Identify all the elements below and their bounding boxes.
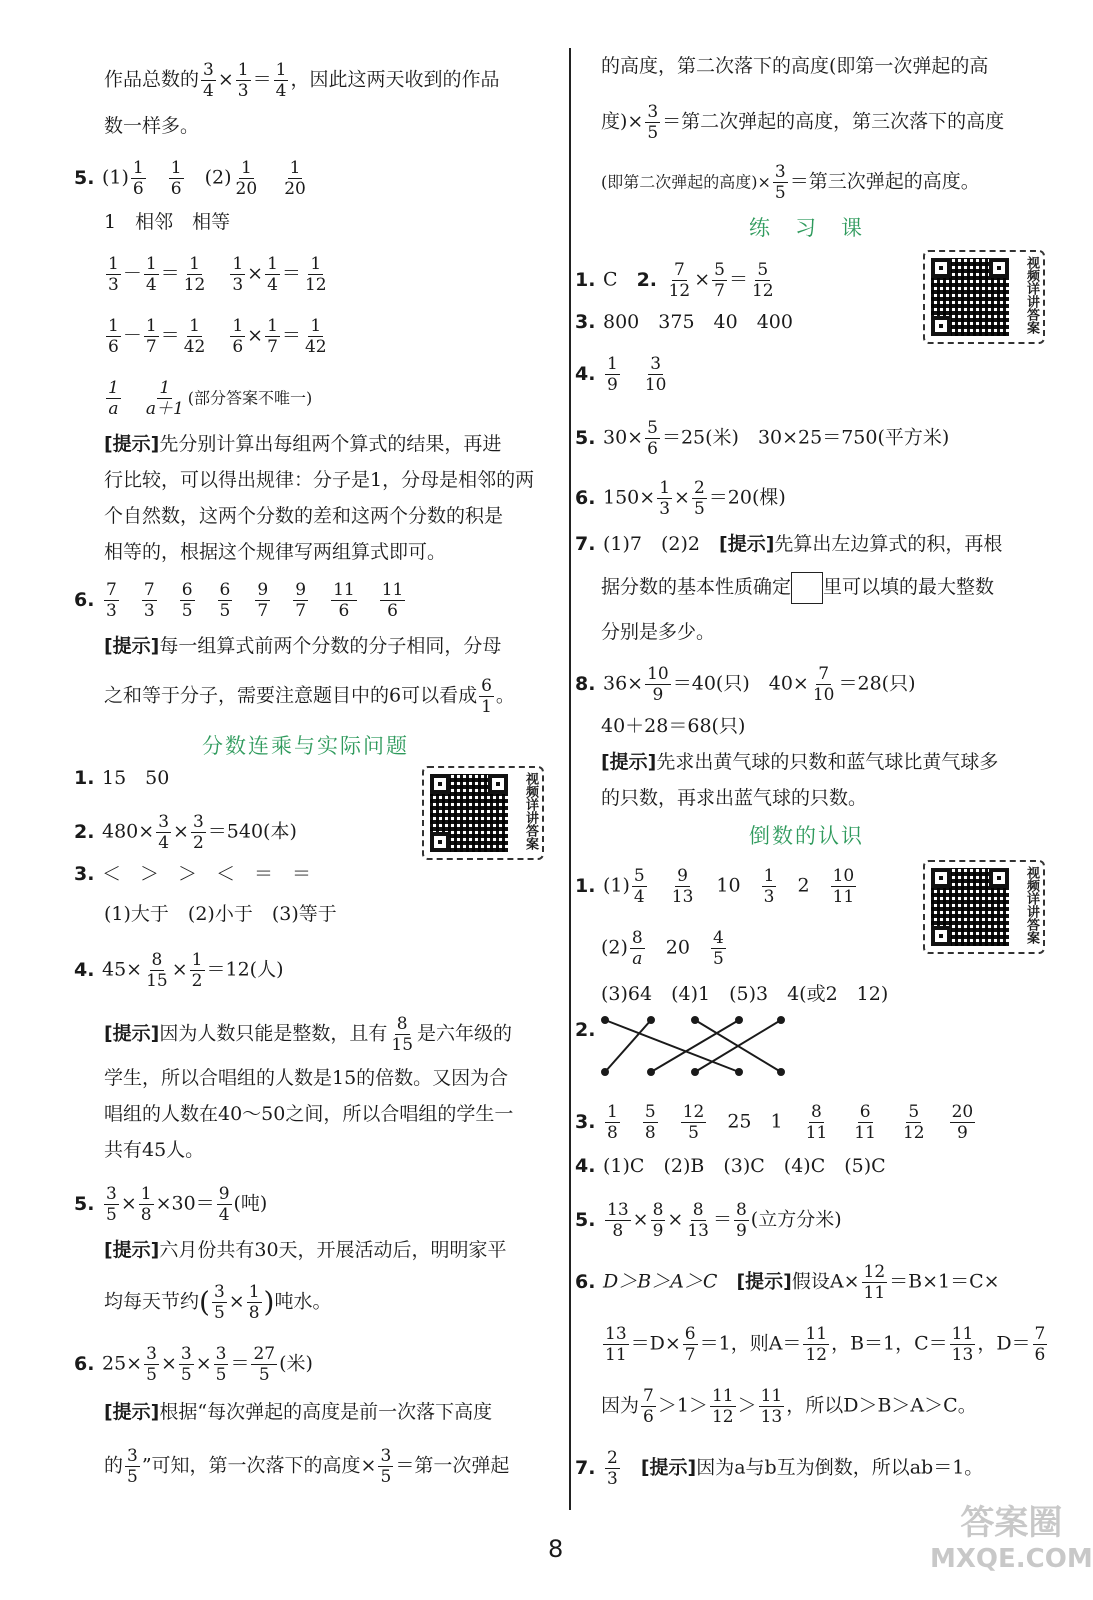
s4-tip-2: 学生，所以合唱组的人数是15的倍数。又因为合	[104, 1067, 509, 1089]
q5-answer: 5. (1) $\frac{1}{6}$ $\frac{1}{6}$ (2) $\frac{1}{20}$ $\frac{1}{20}$	[74, 158, 306, 199]
p8-tip-1: [提示]先求出黄气球的只数和蓝气球比黄气球多	[601, 751, 999, 773]
d6-line-3: 因为 $\frac{7}{6}$ ＞1＞ $\frac{11}{12}$ ＞ $\frac{11}{13}$ ，所以D＞B＞A＞C。	[601, 1386, 977, 1427]
s4-answer: 4. 45× $\frac{8}{15}$ × $\frac{1}{2}$ ＝12(人)	[74, 950, 284, 991]
s4-tip-4: 共有45人。	[104, 1139, 205, 1161]
q5-eq2: $\frac{1}{6}$ － $\frac{1}{7}$ ＝ $\frac{1}{42}$ $\frac{1}{6}$ × $\frac{1}{7}$ ＝ $\frac{1}{42}$	[108, 316, 327, 357]
r-line-1: 的高度，第二次落下的高度(即第一次弹起的高	[601, 55, 989, 77]
r-line-2: 度)× $\frac{3}{5}$ ＝第二次弹起的高度，第三次落下的高度	[601, 102, 1005, 143]
p3-answer: 3. 800 375 40 400	[575, 311, 793, 333]
p8-line-2: 40＋28＝68(只)	[601, 715, 746, 737]
s5-tip-2: 均每天节约( $\frac{3}{5}$ × $\frac{1}{8}$ )吨水。	[104, 1282, 332, 1323]
p4-answer: 4. $\frac{1}{9}$ $\frac{3}{10}$	[575, 354, 667, 395]
qr-code[interactable]: 视频详讲答案	[923, 860, 1045, 954]
qr-code[interactable]: 视频详讲答案	[923, 250, 1045, 344]
p7-line-3: 分别是多少。	[601, 621, 716, 643]
p8-tip-2: 的只数，再求出蓝气球的只数。	[601, 787, 868, 809]
s5-answer: 5. $\frac{3}{5}$ × $\frac{1}{8}$ ×30＝ $\frac{9}{4}$ (吨)	[74, 1184, 268, 1225]
d6-line-2: $\frac{13}{11}$ ＝D× $\frac{6}{7}$ ＝1，则A＝ $\frac{11}{12}$ ，B＝1，C＝ $\frac{11}{13}$ ，D＝ $\frac{7}{6}$	[605, 1324, 1046, 1365]
q5-tip-4: 相等的，根据这个规律写两组算式即可。	[104, 541, 447, 563]
q5-line2: 1 相邻 相等	[104, 211, 231, 233]
p5-answer: 5. 30× $\frac{5}{6}$ ＝25(米) 30×25＝750(平方米)	[575, 418, 950, 459]
d1-answer-3: (3)64 (4)1 (5)3 4(或2 12)	[601, 983, 889, 1005]
d2-label: 2.	[575, 1019, 596, 1041]
s6-tip-1: [提示]根据“每次弹起的高度是前一次落下高度	[104, 1401, 493, 1423]
d7-answer: 7. $\frac{2}{3}$ [提示]因为a与b互为倒数，所以ab＝1。	[575, 1448, 984, 1489]
s2-answer: 2. 480× $\frac{3}{4}$ × $\frac{3}{2}$ ＝540(本)	[74, 812, 297, 853]
s4-tip-1: [提示]因为人数只能是整数，且有 $\frac{8}{15}$ 是六年级的	[104, 1014, 513, 1055]
section-heading-practice: 练 习 课	[749, 216, 864, 240]
s3-answer-2: (1)大于 (2)小于 (3)等于	[104, 903, 337, 925]
section-heading-reciprocal: 倒数的认识	[749, 824, 864, 848]
right-column	[575, 0, 1065, 1540]
p6-answer: 6. 150× $\frac{1}{3}$ × $\frac{2}{5}$ ＝20(棵)	[575, 478, 786, 519]
page-number: 8	[548, 1535, 564, 1563]
q6-tip-1: [提示]每一组算式前两个分数的分子相同，分母	[104, 635, 502, 657]
s6-answer: 6. 25× $\frac{3}{5}$ × $\frac{3}{5}$ × $\frac{3}{5}$ ＝ $\frac{27}{5}$ (米)	[74, 1344, 313, 1385]
d6-answer: 6. D＞B＞A＞C [提示]假设A× $\frac{12}{11}$ ＝B×1＝C×	[575, 1262, 1000, 1303]
line-2: 数一样多。	[104, 115, 200, 137]
p7-answer: 7. (1)7 (2)2 [提示]先算出左边算式的积，再根	[575, 533, 1003, 555]
s3-answer: 3. ＜ ＞ ＞ ＜ ＝ ＝	[74, 863, 312, 885]
s5-tip-1: [提示]六月份共有30天，开展活动后，明明家平	[104, 1239, 507, 1261]
q5-tip-2: 行比较，可以得出规律：分子是1，分母是相邻的两	[104, 469, 535, 491]
line-1: 作品总数的 $\frac{3}{4}$ × $\frac{1}{3}$ ＝ $\frac{1}{4}$ ，因此这两天收到的作品	[104, 60, 500, 101]
q5-tip-3: 个自然数，这两个分数的差和这两个分数的积是	[104, 505, 504, 527]
left-column	[70, 0, 560, 1540]
d1-answer-2: (2) $\frac{8}{a}$ 20 $\frac{4}{5}$	[601, 928, 724, 969]
watermark: 答案圈 MXQE.COM	[930, 1503, 1093, 1574]
q5-general: $\frac{1}{a}$ $\frac{1}{a+1}$ (部分答案不唯一)	[108, 378, 313, 419]
d1-answer: 1. (1) $\frac{5}{4}$ $\frac{9}{13}$ 10 $\frac{1}{3}$ 2 $\frac{10}{11}$	[575, 866, 855, 907]
blank-box	[791, 572, 823, 604]
qr-code[interactable]: 视频详讲答案	[422, 766, 544, 860]
d3-answer: 3. $\frac{1}{8}$ $\frac{5}{8}$ $\frac{12}{5}$ 25 1 $\frac{8}{11}$ $\frac{6}{11}$ $\frac{5}{12}$ $\frac{20}{9}$	[575, 1102, 974, 1143]
section-heading-fraction-multiplication: 分数连乘与实际问题	[202, 734, 409, 758]
p7-line-2: 据分数的基本性质确定 里可以填的最大整数	[601, 572, 994, 604]
s6-tip-2: 的 $\frac{3}{5}$ ”可知，第一次落下的高度× $\frac{3}{5}$ ＝第一次弹起	[104, 1446, 510, 1487]
d5-answer: 5. $\frac{13}{8}$ × $\frac{8}{9}$ × $\frac{8}{13}$ ＝ $\frac{8}{9}$ (立方分米)	[575, 1200, 842, 1241]
r-line-3: (即第二次弹起的高度)× $\frac{3}{5}$ ＝第三次弹起的高度。	[601, 162, 980, 203]
d4-answer: 4. (1)C (2)B (3)C (4)C (5)C	[575, 1155, 886, 1177]
q5-tip-1: [提示]先分别计算出每组两个算式的结果，再进	[104, 433, 502, 455]
column-divider	[569, 48, 571, 1510]
q6-answer: 6. $\frac{7}{3}$ $\frac{7}{3}$ $\frac{6}{5}$ $\frac{6}{5}$ $\frac{9}{7}$ $\frac{9}{7}$ $\frac{11}{6}$ $\frac{11}{6}$	[74, 580, 404, 621]
s1-answer: 1. 15 50	[74, 767, 170, 789]
matching-lines	[599, 1014, 789, 1080]
q6-tip-2: 之和等于分子，需要注意题目中的6可以看成 $\frac{6}{1}$ 。	[104, 676, 515, 717]
p8-answer: 8. 36× $\frac{10}{9}$ ＝40(只) 40× $\frac{7}{10}$ ＝28(只)	[575, 664, 916, 705]
p1-p2-answer: 1. C 2. $\frac{7}{12}$ × $\frac{5}{7}$ ＝ $\frac{5}{12}$	[575, 260, 774, 301]
q5-eq1: $\frac{1}{3}$ － $\frac{1}{4}$ ＝ $\frac{1}{12}$ $\frac{1}{3}$ × $\frac{1}{4}$ ＝ $\frac{1}{12}$	[108, 254, 327, 295]
s4-tip-3: 唱组的人数在40～50之间，所以合唱组的学生一	[104, 1103, 514, 1125]
